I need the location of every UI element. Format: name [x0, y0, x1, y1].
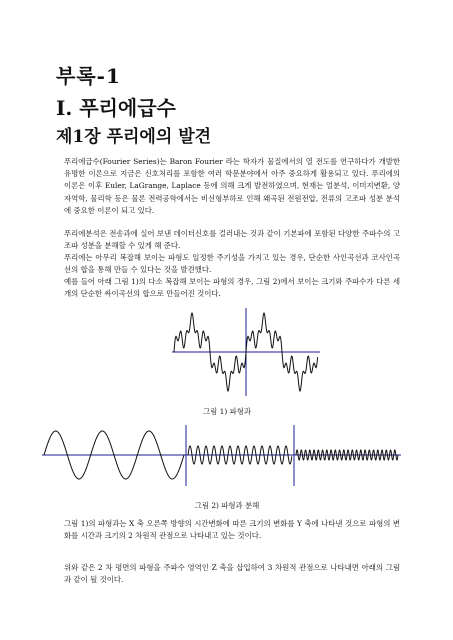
fig2-third-harmonic-wave [296, 450, 398, 460]
paragraph-fourier-discovery: 푸리에는 아무리 복잡해 보이는 파형도 일정한 주기성을 가지고 있는 경우, 단순한 사인곡선과 코사인곡선의 합을 통해 만들 수 있다는 것을 발견했다. [64, 253, 400, 275]
part-heading: Ⅰ. 푸리에급수 [56, 96, 176, 120]
figure-2-caption: 그림 2) 파형과 분해 [194, 501, 260, 510]
chapter-heading: 제1장 푸리에의 발견 [56, 127, 212, 147]
paragraph-fourier-intro: 푸리에급수(Fourier Series)는 Baron Fourier 라는 학자가 물질에서의 열 전도를 연구하다가 개발한 유명한 이론으로 지금은 신호처리를 포함한 여러 학문분야에서 아주 중요하게 활용되고 있다. 푸리에의 이론은 이후 Euler, LaGrange, Laplace 등에 의해 크게 발전하였으며, 현재는 얼분석, 이미지변환, 양자역학, 물리학 등은 물론 전력공학에서는 비선형부하로 인해 왜곡된 전원전압, 전류의 고조파 성분 분석에 중요한 이론이 되고 있다. [64, 157, 400, 215]
paragraph-example: 예를 들어 아래 그림 1)의 다소 복잡해 보이는 파형의 경우, 그림 2)에서 보이는 크기와 주파수가 다른 세 개의 단순한 싸이곡선의 합으로 만들어진 것이다. [64, 277, 400, 299]
paragraph-axis-explanation: 그림 1)의 파형과는 X 축 오른쪽 방향의 시간변화에 따른 크기의 변화를 Y 축에 나타낸 것으로 파형의 변화를 시간과 크기의 2 차원적 관점으로 나타내고 있는 것이다. [64, 519, 400, 541]
paragraph-fourier-analysis: 푸리에분석은 전송과에 실어 보낸 데이터신호를 걸러내는 것과 같이 기본파에 포함된 다양한 주파수의 고조파 성분을 분해할 수 있게 해 준다. [64, 229, 400, 251]
figure-1-caption: 그림 1) 파형과 [203, 407, 251, 416]
appendix-heading: 부록-1 [56, 64, 121, 88]
figure-2-decomposition [40, 423, 403, 488]
fig2-second-harmonic-wave [188, 446, 292, 464]
paragraph-3d-view: 위와 같은 2 차 평면의 파형을 주파수 영역인 Z 축을 삽입하여 3 차원적 관점으로 나타내면 아래의 그림과 같이 될 것이다. [64, 563, 400, 585]
figure-1-complex-waveform [170, 306, 322, 398]
